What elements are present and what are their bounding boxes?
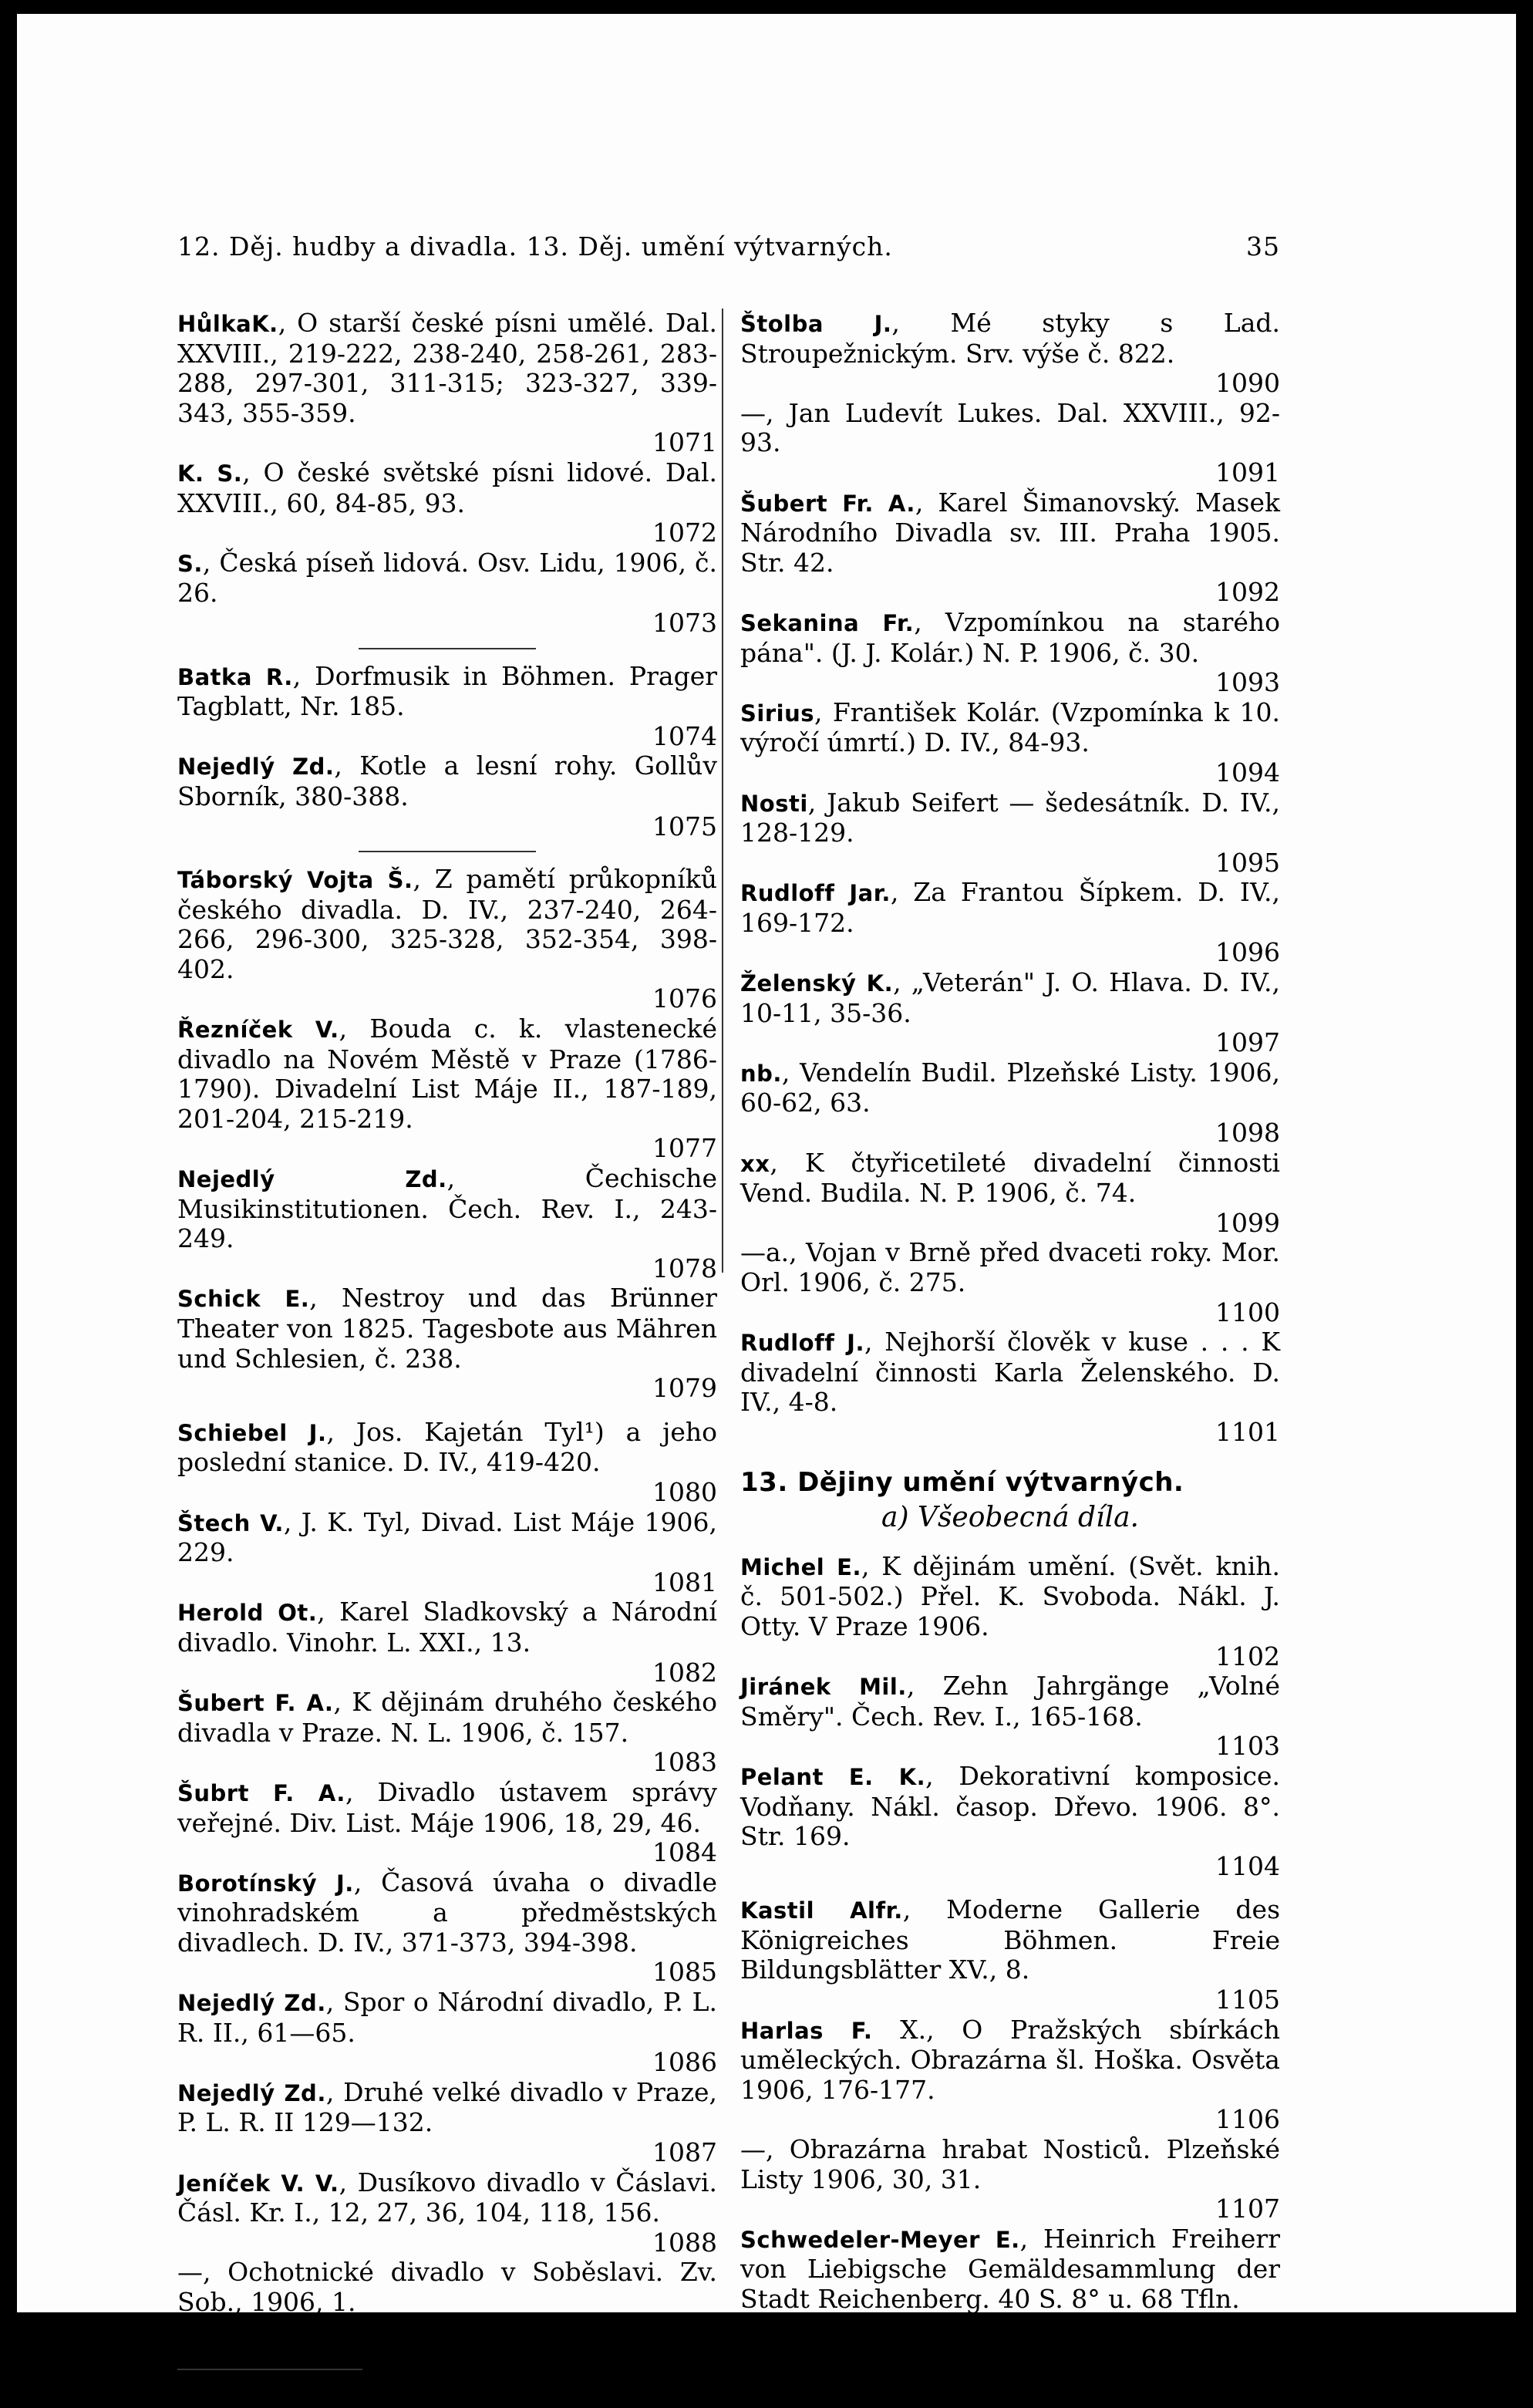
footnote: ¹) Srv. výše č. 831-837. (200, 2379, 477, 2407)
entry-author: Schiebel J. (177, 1419, 327, 1446)
entry-text: , František Kolár. (Vzpomínka k 10. výročí úmrtí.) D. IV., 84-93. (740, 696, 1280, 758)
entry-text: , Vendelín Budil. Plzeňské Listy. 1906, 60-62, 63. (740, 1057, 1280, 1118)
section-separator (359, 648, 536, 649)
entry-text: , Nestroy und das Brünner Theater von 1825. Tagesbote aus Mähren und Schlesien, č. 238. (177, 1283, 717, 1374)
entry-text: —, Obrazárna hrabat Nosticů. Plzeňské Listy 1906, 30, 31. (740, 2134, 1280, 2194)
entry-author: Rudloff Jar. (740, 880, 891, 907)
entry-author: S. (177, 550, 203, 577)
entry-number: 1099 (1215, 1207, 1280, 1238)
bibliography-entry (177, 1688, 717, 1778)
bibliography-entry (740, 1895, 1280, 2015)
bibliography-entry (177, 458, 717, 548)
entry-author: Nosti (740, 790, 808, 817)
entry-author: Pelant E. K. (740, 1763, 926, 1790)
bibliography-entry (740, 878, 1280, 968)
entry-number: 1092 (1215, 577, 1280, 608)
entry-text: X., O Pražských sbírkách uměleckých. Obrazárna šl. Hoška. Osvěta 1906, 176-177. (740, 2014, 1280, 2105)
section-heading: 13. Dějiny umění výtvarných. (740, 1466, 1184, 1498)
bibliography-entry (177, 865, 717, 1014)
entry-author: Jeníček V. V. (177, 2170, 339, 2197)
entry-text: , Moderne Gallerie des Königreiches Böhmen. Freie Bildungsblätter XV., 8. (740, 1894, 1281, 1985)
entry-number: 1096 (1215, 937, 1280, 968)
entry-number: 1090 (1215, 368, 1280, 399)
entry-author: HůlkaK. (177, 311, 278, 337)
entry-text: , Kotle a lesní rohy. Gollův Sborník, 380-388. (177, 750, 717, 811)
left-column (177, 309, 717, 2408)
bibliography-entry (740, 2135, 1280, 2224)
entry-number: 1086 (652, 2047, 717, 2078)
bibliography-entry (740, 1058, 1280, 1148)
entry-text: , Jos. Kajetán Tyl¹) a jeho poslední stanice. D. IV., 419-420. (177, 1416, 717, 1478)
bibliography-entry (177, 1014, 717, 1164)
entry-author: Jiránek Mil. (740, 1674, 907, 1701)
entry-number: 1083 (652, 1747, 717, 1778)
entry-text: , Heinrich Freiherr von Liebigsche Gemäldesammlung der Stadt Reichenberg. 40 S. 8° u. 68 Tfln. (740, 2223, 1280, 2314)
entry-text: , Dorfmusik in Böhmen. Prager Tagblatt, Nr. 185. (177, 660, 718, 722)
entry-author: Želenský K. (740, 970, 894, 997)
entry-author: Borotínský J. (177, 1870, 354, 1897)
bibliography-entry (177, 548, 717, 639)
entry-text: , Čechische Musikinstitutionen. Čech. Rev. I., 243-249. (177, 1163, 717, 1254)
entry-text: , Vzpomínkou na starého pána". (J. J. Kolár.) N. P. 1906, č. 30. (740, 606, 1280, 668)
entry-author: Sekanina Fr. (740, 609, 915, 636)
entry-text: , Nejhorší člověk v kuse . . . K divadelní činnosti Karla Želenského. D. IV., 4-8. (740, 1327, 1280, 1418)
entry-author: Schwedeler-Meyer E. (740, 2226, 1020, 2253)
bibliography-entry (177, 1418, 717, 1508)
entry-text: , Z pamětí průkopníků českého divadla. D. IV., 237-240, 264-266, 296-300, 325-328, 352-354, 398-402. (177, 864, 717, 984)
bibliography-entry (740, 1327, 1280, 1447)
entry-author: Šubrt F. A. (177, 1779, 345, 1806)
bibliography-entry (740, 608, 1280, 698)
entry-text: , Divadlo ústavem správy veřejné. Div. List. Máje 1906, 18, 29, 46. (177, 1776, 717, 1838)
entry-number: 1098 (1215, 1118, 1280, 1148)
entry-text: , Česká píseň lidová. Osv. Lidu, 1906, č. 26. (177, 547, 717, 609)
entry-number: 1075 (652, 811, 717, 841)
entry-number: 1077 (652, 1133, 717, 1164)
bibliography-entry (177, 1988, 717, 2078)
bibliography-entry (740, 1552, 1280, 1671)
entry-text: , Dekorativní komposice. Vodňany. Nákl. časop. Dřevo. 1906. 8°. Str. 169. (740, 1760, 1280, 1852)
bibliography-entry (177, 1597, 717, 1688)
bibliography-entry (177, 1868, 717, 1988)
bibliography-entry (177, 751, 717, 841)
entry-number: 1079 (652, 1373, 717, 1404)
entry-number: 1072 (652, 518, 717, 548)
entry-text: , J. K. Tyl, Divad. List Máje 1906, 229. (177, 1506, 717, 1568)
bibliography-entry (740, 788, 1280, 879)
entry-number: 1097 (1215, 1027, 1280, 1058)
bibliography-entry (177, 2078, 717, 2168)
entry-author: Herold Ot. (177, 1600, 318, 1627)
entry-number: 1088 (652, 2227, 717, 2258)
entry-number: 1071 (652, 427, 717, 458)
entry-text: —a., Vojan v Brně před dvaceti roky. Mor. Orl. 1906, č. 275. (740, 1237, 1280, 1297)
bibliography-entry (177, 1164, 717, 1283)
bibliography-entry (740, 399, 1280, 488)
entry-number: 1100 (1215, 1297, 1280, 1327)
footnote-rule (177, 2369, 362, 2370)
bibliography-entry (740, 698, 1280, 788)
entry-number: 1107 (1215, 2194, 1280, 2224)
entry-number: 1105 (1215, 1985, 1280, 2015)
entry-author: Harlas F. (740, 2017, 873, 2044)
subsection-heading: a) Všeobecná díla. (881, 1502, 1139, 1534)
entry-text: , Časová úvaha o divadle vinohradském a předměstských divadlech. D. IV., 371-373, 394-398. (177, 1867, 717, 1958)
bibliography-entry (740, 1671, 1280, 1762)
right-column (740, 309, 1280, 2344)
entry-number: 1087 (652, 2137, 717, 2168)
entry-text: , Spor o Národní divadlo, P. L. R. II., 61—65. (177, 1987, 717, 2048)
entry-text: , K dějinám umění. (Svět. knih. č. 501-502.) Přel. K. Svoboda. Nákl. J. Otty. V Praze 1906. (740, 1550, 1281, 1641)
bibliography-entry (740, 2224, 1280, 2344)
entry-text: , Mé styky s Lad. Stroupežnickým. Srv. výše č. 822. (740, 308, 1281, 369)
bibliography-entry (740, 1762, 1280, 1881)
entry-text: , Zehn Jahrgänge „Volné Směry". Čech. Rev. I., 165-168. (740, 1671, 1280, 1732)
entry-text: —, Jan Ludevít Lukes. Dal. XXVIII., 92-93. (740, 397, 1280, 458)
entry-number: 1093 (1215, 667, 1280, 698)
entry-text: , Karel Šimanovský. Masek Národního Divadla sv. III. Praha 1905. Str. 42. (740, 487, 1280, 578)
entry-number: 1089 (652, 2316, 717, 2347)
entry-author: Rudloff J. (740, 1330, 864, 1357)
entry-number: 1101 (1215, 1416, 1280, 1447)
entry-text: , K čtyřicetileté divadelní činnosti Vend. Budila. N. P. 1906, č. 74. (740, 1147, 1280, 1209)
bibliography-entry (740, 2015, 1280, 2135)
page-header (177, 231, 1280, 270)
entry-author: Šubert F. A. (177, 1690, 334, 1717)
running-title: 12. Děj. hudby a divadla. 13. Děj. umění výtvarných. (177, 231, 893, 261)
bibliography-entry (177, 662, 717, 752)
bibliography-entry (740, 309, 1280, 399)
bibliography-entry (740, 1238, 1280, 1327)
entry-author: Nejedlý Zd. (177, 1166, 447, 1193)
bibliography-entry (177, 309, 717, 458)
entry-number: 1091 (1215, 457, 1280, 487)
entry-number: 1094 (1215, 757, 1280, 787)
entry-number: 1080 (652, 1476, 717, 1507)
entry-number: 1102 (1215, 1641, 1280, 1671)
page-number: 35 (1246, 231, 1280, 261)
entry-author: Schick E. (177, 1286, 310, 1313)
entry-author: K. S. (177, 460, 243, 487)
bibliography-entry (740, 488, 1280, 608)
entry-number: 1076 (652, 983, 717, 1014)
entry-text: , Jakub Seifert — šedesátník. D. IV., 128-129. (740, 787, 1280, 848)
entry-text: , Bouda c. k. vlastenecké divadlo na Novém Městě v Praze (1786-1790). Divadelní List Máje II., 187-189, 201-204, 215-219. (177, 1013, 717, 1134)
bibliography-entry (740, 968, 1280, 1058)
entry-number: 1081 (652, 1567, 717, 1597)
entry-author: Batka R. (177, 663, 293, 690)
column-divider (722, 309, 723, 1273)
entry-number: 1074 (652, 720, 717, 751)
entry-number: 1084 (652, 1837, 717, 1868)
entry-author: xx (740, 1150, 770, 1177)
entry-number: 1078 (652, 1253, 717, 1283)
entry-text: , Dusíkovo divadlo v Čáslavi. Čásl. Kr. I., 12, 27, 36, 104, 118, 156. (177, 2167, 718, 2228)
bibliography-entry (177, 1778, 717, 1868)
entry-number: 1095 (1215, 847, 1280, 878)
entry-number: 1106 (1215, 2104, 1280, 2135)
entry-number: 1104 (1215, 1850, 1280, 1881)
entry-number: 1103 (1215, 1731, 1280, 1762)
entry-author: Šubert Fr. A. (740, 490, 915, 517)
entry-text: , „Veterán" J. O. Hlava. D. IV., 10-11, 35-36. (740, 967, 1280, 1028)
spacer (177, 1404, 717, 1418)
entry-author: Štech V. (177, 1509, 284, 1536)
entry-author: nb. (740, 1060, 782, 1087)
entry-author: Nejedlý Zd. (177, 2079, 326, 2106)
entry-author: Řezníček V. (177, 1017, 339, 1044)
entry-text: , Karel Sladkovský a Národní divadlo. Vinohr. L. XXI., 13. (177, 1597, 717, 1658)
bibliography-entry (177, 2168, 717, 2258)
bibliography-entry (177, 2258, 717, 2347)
entry-text: , Za Frantou Šípkem. D. IV., 169-172. (740, 877, 1280, 938)
bibliography-entry (177, 1508, 717, 1598)
entry-number: 1073 (652, 607, 717, 638)
entry-author: Sirius (740, 700, 814, 727)
entry-number: 1085 (652, 1957, 717, 1988)
entry-author: Nejedlý Zd. (177, 754, 335, 781)
entry-number: 1108 (1215, 2313, 1280, 2344)
entry-author: Nejedlý Zd. (177, 1990, 326, 2017)
entry-author: Michel E. (740, 1553, 861, 1580)
section-separator (359, 851, 536, 852)
entry-text: —, Ochotnické divadlo v Soběslavi. Zv. Sob., 1906, 1. (177, 2257, 717, 2317)
entry-text: , K dějinám druhého českého divadla v Praze. N. L. 1906, č. 157. (177, 1687, 717, 1748)
entry-text: , O české světské písni lidové. Dal. XXVIII., 60, 84-85, 93. (177, 457, 717, 518)
entry-author: Táborský Vojta Š. (177, 867, 413, 894)
bibliography-entry (740, 1148, 1280, 1239)
bibliography-entry (177, 1283, 717, 1403)
entry-author: Kastil Alfr. (740, 1897, 903, 1924)
entry-text: , O starší české písni umělé. Dal. XXVIII., 219-222, 238-240, 258-261, 283-288, 297-301, 311-315; 323-327, 339-343, 355-359. (177, 308, 717, 428)
spacer (740, 1881, 1280, 1895)
entry-number: 1082 (652, 1657, 717, 1688)
entry-text: , Druhé velké divadlo v Praze, P. L. R. II 129—132. (177, 2076, 717, 2138)
entry-author: Štolba J. (740, 311, 892, 337)
